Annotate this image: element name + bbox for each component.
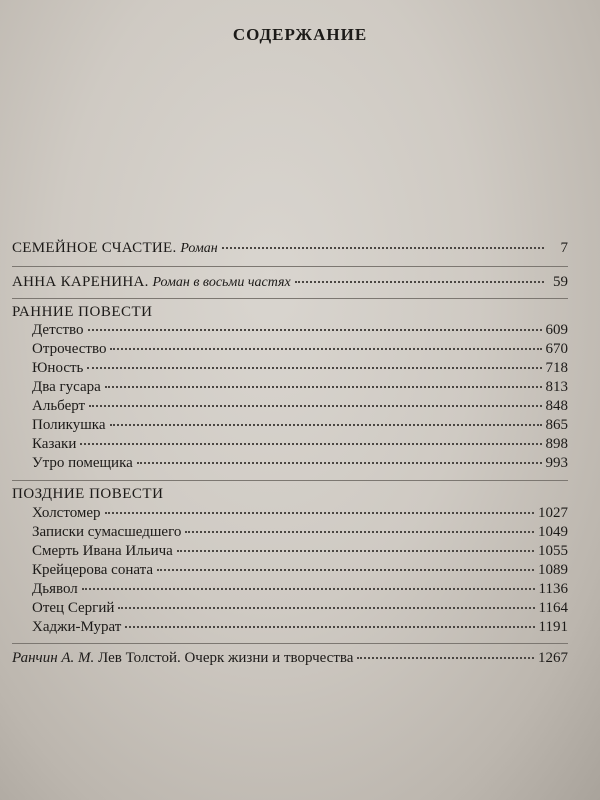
dot-leader xyxy=(88,329,542,331)
entry-page: 1027 xyxy=(538,505,568,521)
toc-entry-essay[interactable] xyxy=(12,650,568,670)
entry-title: Детство xyxy=(32,322,84,338)
entry-subtitle: Роман xyxy=(180,241,218,256)
entry-page: 1055 xyxy=(538,543,568,559)
essay-author: Ранчин А. М. xyxy=(12,650,95,666)
divider xyxy=(12,480,568,481)
entry-title: Утро помещика xyxy=(32,455,133,471)
entry-title: Два гусара xyxy=(32,379,101,395)
entry-page: 1089 xyxy=(538,562,568,578)
dot-leader xyxy=(185,531,534,533)
dot-leader xyxy=(80,443,541,445)
entry-page: 1049 xyxy=(538,524,568,540)
dot-leader xyxy=(222,247,544,249)
entry-page: 1267 xyxy=(538,650,568,666)
section-heading-late: ПОЗДНИЕ ПОВЕСТИ xyxy=(12,486,164,502)
essay-title: Лев Толстой. Очерк жизни и творчества xyxy=(98,650,354,666)
toc-entry[interactable] xyxy=(32,581,568,601)
toc-entry[interactable] xyxy=(32,379,568,399)
dot-leader xyxy=(105,512,534,514)
toc-entry[interactable] xyxy=(32,436,568,456)
dot-leader xyxy=(137,462,542,464)
entry-page: 848 xyxy=(545,398,568,414)
toc-entry[interactable] xyxy=(32,417,568,437)
toc-entry-family-happiness[interactable] xyxy=(12,240,568,260)
dot-leader xyxy=(110,348,541,350)
entry-title: АННА КАРЕНИНА. xyxy=(12,274,149,290)
toc-entry-anna-karenina[interactable] xyxy=(12,274,568,294)
divider xyxy=(12,298,568,299)
dot-leader xyxy=(105,386,542,388)
entry-page: 898 xyxy=(545,436,568,452)
entry-page: 1136 xyxy=(538,581,568,597)
section-heading-early: РАННИЕ ПОВЕСТИ xyxy=(12,304,153,320)
divider xyxy=(12,643,568,644)
entry-page: 718 xyxy=(545,360,568,376)
dot-leader xyxy=(295,281,544,283)
dot-leader xyxy=(125,626,534,628)
entry-page: 59 xyxy=(553,274,568,290)
page-title: СОДЕРЖАНИЕ xyxy=(232,25,368,44)
entry-page: 865 xyxy=(545,417,568,433)
dot-leader xyxy=(82,588,535,590)
toc-entry[interactable] xyxy=(32,398,568,418)
dot-leader xyxy=(110,424,542,426)
entry-title: Крейцерова соната xyxy=(32,562,154,578)
entry-page: 993 xyxy=(545,455,568,471)
toc-entry[interactable] xyxy=(32,505,568,525)
dot-leader xyxy=(118,607,534,609)
dot-leader xyxy=(177,550,534,552)
toc-entry[interactable] xyxy=(32,562,568,582)
toc-entry[interactable] xyxy=(32,455,568,475)
entry-title: Поликушка xyxy=(32,417,106,433)
entry-title: Смерть Ивана Ильича xyxy=(32,543,173,559)
entry-title: Альберт xyxy=(32,398,86,414)
entry-page: 670 xyxy=(545,341,568,357)
dot-leader xyxy=(89,405,541,407)
entry-title: Записки сумасшедшего xyxy=(32,524,182,540)
toc-entry[interactable] xyxy=(32,341,568,361)
entry-title: Юность xyxy=(32,360,84,376)
entry-title: Отрочество xyxy=(32,341,107,357)
toc-entry[interactable] xyxy=(32,619,568,639)
dot-leader xyxy=(357,657,534,659)
entry-title: Отец Сергий xyxy=(32,600,115,616)
dot-leader xyxy=(157,569,534,571)
entry-title: СЕМЕЙНОЕ СЧАСТИЕ. xyxy=(12,240,177,256)
toc-entry[interactable] xyxy=(32,543,568,563)
dot-leader xyxy=(87,367,541,369)
entry-title: Казаки xyxy=(32,436,77,452)
entry-page: 813 xyxy=(545,379,568,395)
toc-entry[interactable] xyxy=(32,360,568,380)
toc-entry[interactable] xyxy=(32,524,568,544)
toc-entry[interactable] xyxy=(32,322,568,342)
entry-page: 1191 xyxy=(538,619,568,635)
entry-title: Хаджи-Мурат xyxy=(32,619,122,635)
entry-title: Дьявол xyxy=(32,581,78,597)
entry-subtitle: Роман в восьми частях xyxy=(152,275,291,290)
entry-page: 1164 xyxy=(538,600,568,616)
divider xyxy=(12,266,568,267)
toc-entry[interactable] xyxy=(32,600,568,620)
entry-title: Холстомер xyxy=(32,505,101,521)
entry-page: 7 xyxy=(560,240,568,256)
entry-page: 609 xyxy=(545,322,568,338)
